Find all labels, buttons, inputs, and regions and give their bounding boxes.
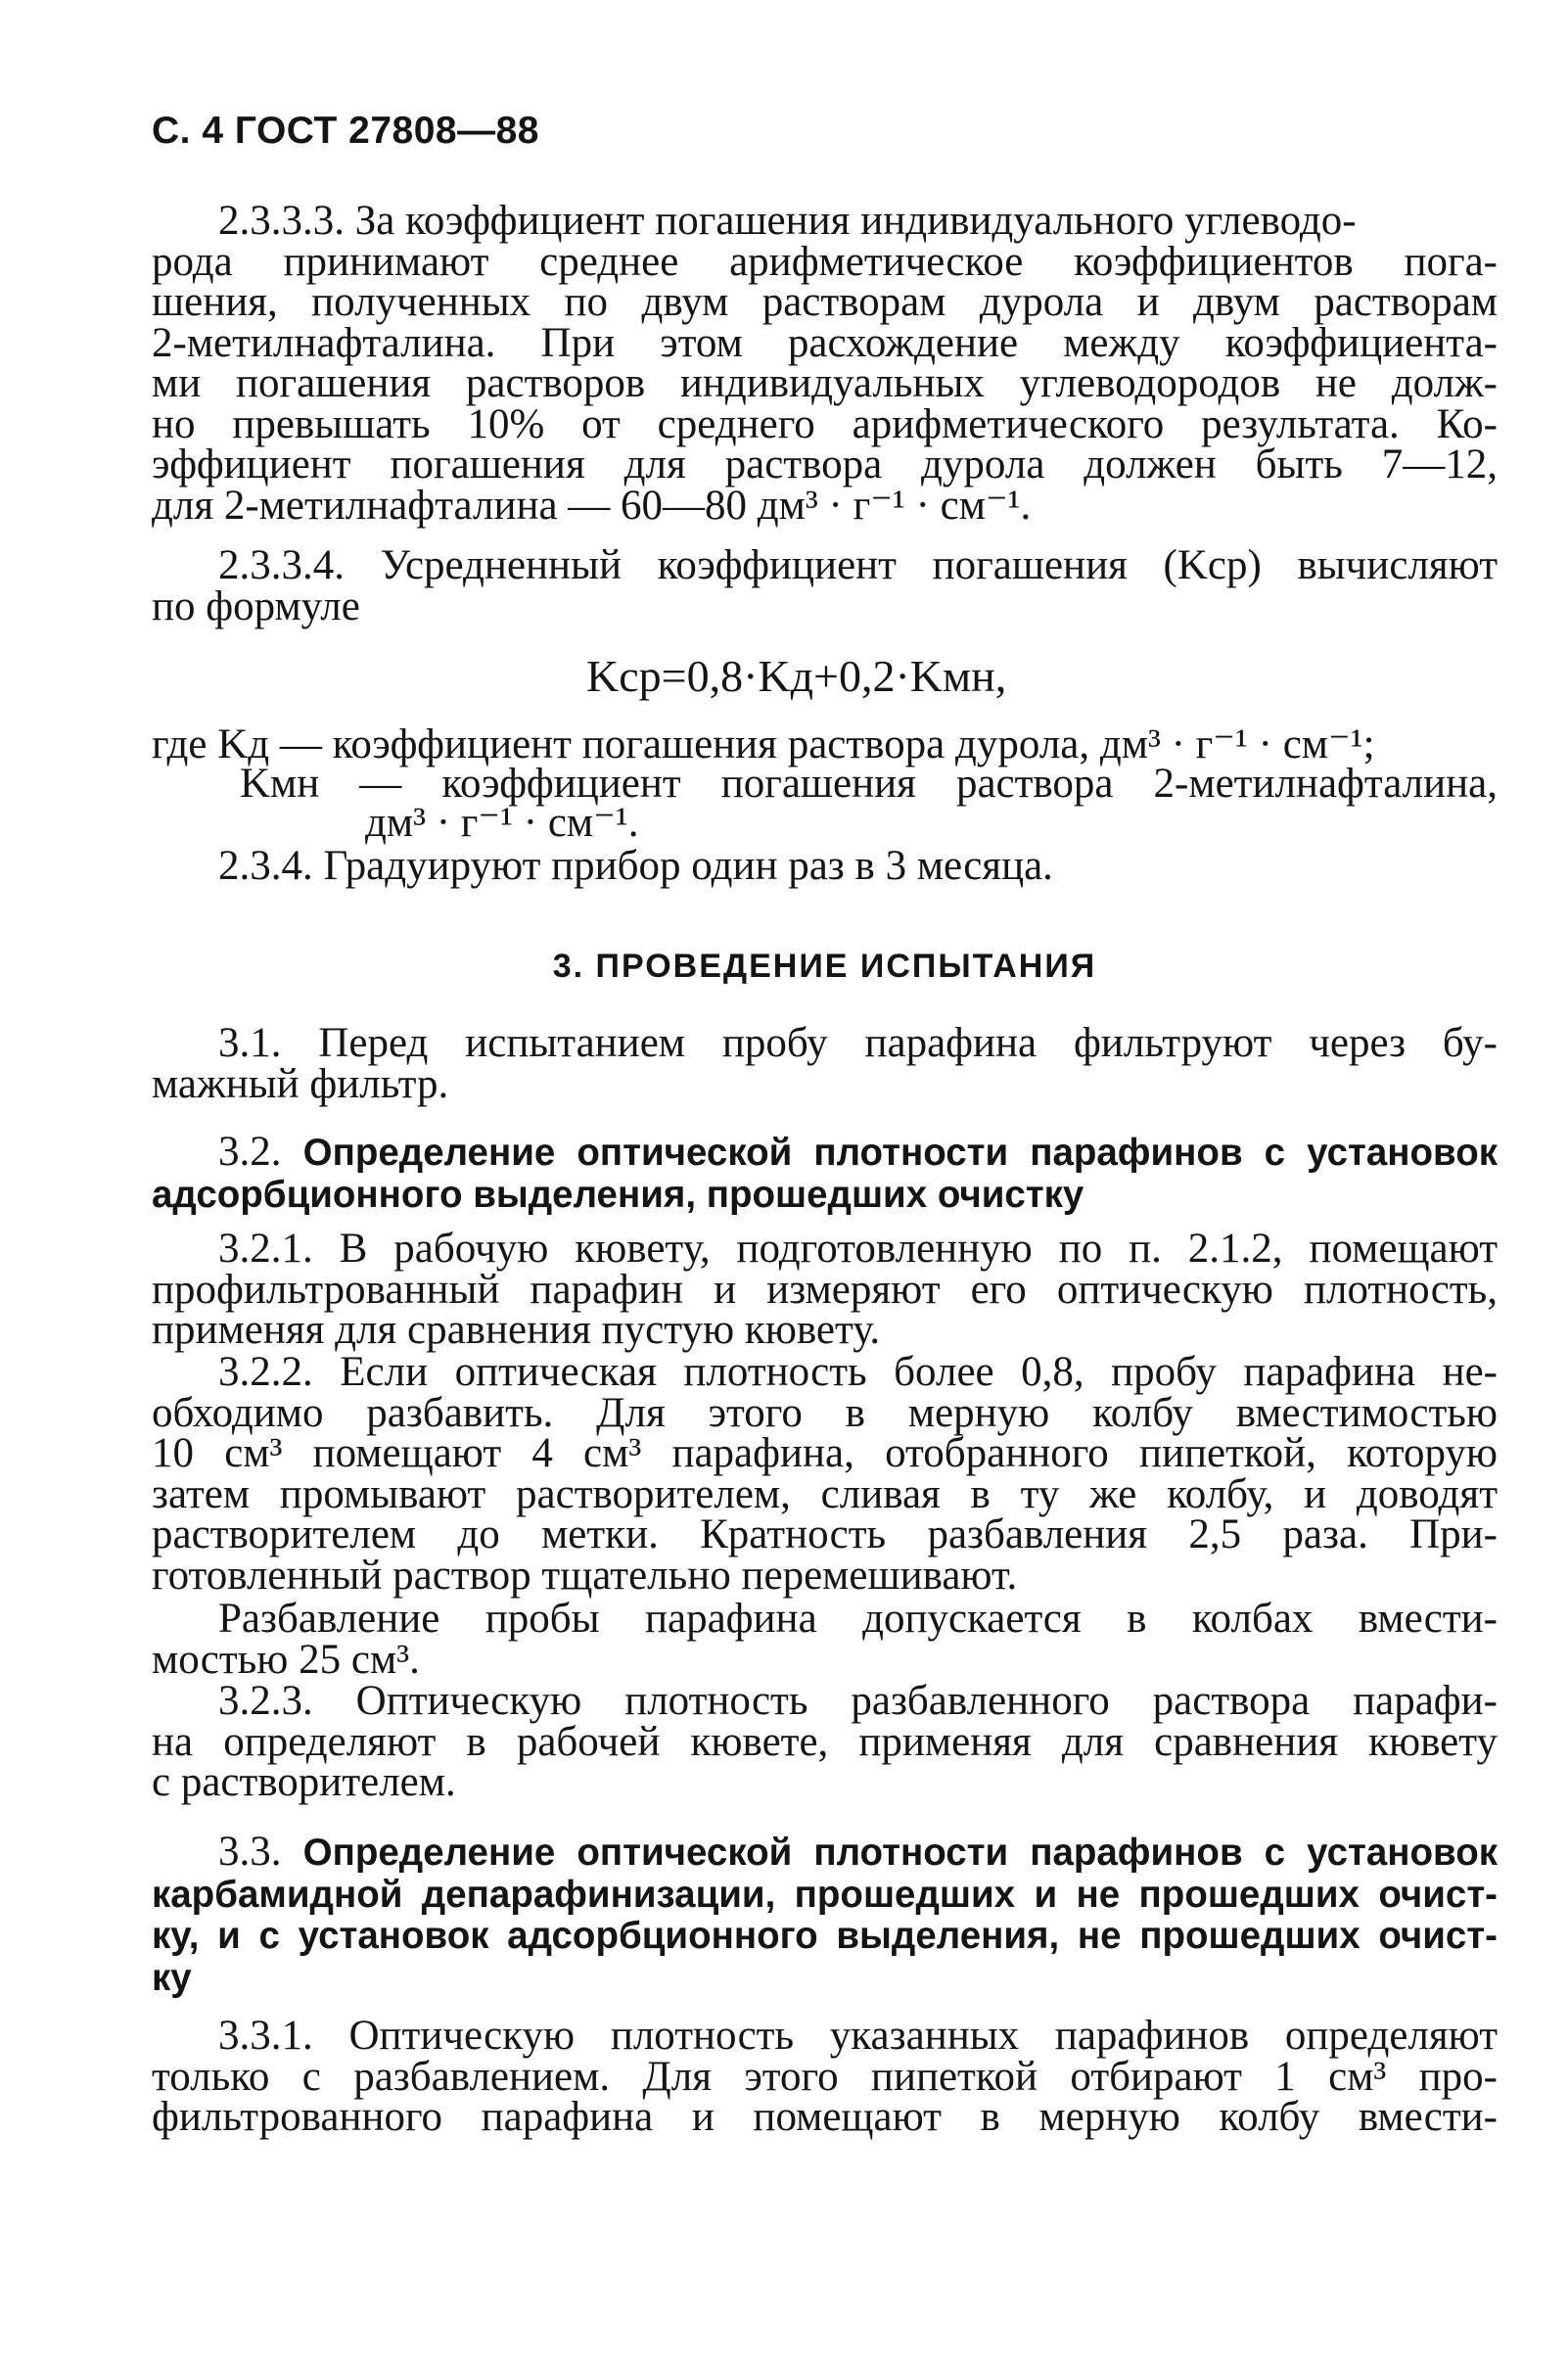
paragraph-3-2-2 <box>152 1349 1498 1599</box>
paragraph-2-3-3-4 <box>152 542 1498 629</box>
text-line: 2.3.3.4. Усредненный коэффициент погашения (Kср) вычисляют <box>218 542 1498 588</box>
paragraph-2-3-3-3 <box>152 198 1498 529</box>
text-line <box>152 1129 1498 1175</box>
subsection-title: Определение оптической плотности парафинов с установок <box>302 1832 1498 1874</box>
text-line <box>152 1874 1498 1916</box>
paragraph-3-2-1 <box>152 1226 1498 1353</box>
text-line: для 2-метилнафталина — 60—80 дм³ · г⁻¹ · см⁻¹. <box>152 482 1032 529</box>
subsection-number: 3.2. <box>218 1129 282 1175</box>
subsection-heading-3-3 <box>152 1829 1498 1999</box>
text-line: растворителем до метки. Кратность разбавления 2,5 раза. При- <box>152 1511 1498 1557</box>
text-line: применяя для сравнения пустую кювету. <box>152 1307 881 1353</box>
text-line <box>152 1957 1498 1999</box>
subsection-title: ку <box>152 1956 192 1999</box>
paragraph-3-3-1 <box>152 2013 1498 2140</box>
subsection-heading-3-2 <box>152 1129 1498 1216</box>
text-line: фильтрованного парафина и помещают в мерную колбу вмести- <box>152 2094 1498 2140</box>
text-line <box>152 1915 1498 1957</box>
subsection-title: Определение оптической плотности парафинов с установок <box>302 1132 1498 1174</box>
text-line <box>152 1174 1498 1216</box>
section-title: 3. ПРОВЕДЕНИЕ ИСПЫТАНИЯ <box>552 948 1097 985</box>
text-line: шения, полученных по двум растворам дурола и двум растворам <box>152 279 1498 325</box>
paragraph-3-1 <box>152 1020 1498 1107</box>
text-line: 10 см³ помещают 4 см³ парафина, отобранного пипеткой, которую <box>152 1430 1498 1476</box>
text-line: 3.2.2. Если оптическая плотность более 0,8, пробу парафина не- <box>218 1349 1498 1395</box>
text-line: затем промывают растворителем, сливая в ту же колбу, и доводят <box>152 1470 1498 1517</box>
text-line: но превышать 10% от среднего арифметического результата. Ко- <box>152 400 1498 447</box>
paragraph-3-2-3 <box>152 1678 1498 1805</box>
text-line: готовленный раствор тщательно перемешивают. <box>152 1552 1018 1599</box>
text-line: 3.2.1. В рабочую кювету, подготовленную по п. 2.1.2, помещают <box>218 1226 1498 1272</box>
formula-k-average: Kср=0,8·Kд+0,2·Kмн, <box>586 651 1007 701</box>
subsection-title: адсорбционного выделения, прошедших очистку <box>152 1173 1084 1216</box>
text-line: 2-метилнафталина. При этом расхождение между коэффициента- <box>152 319 1498 366</box>
text-line <box>152 1829 1498 1875</box>
text-line: ми погашения растворов индивидуальных углеводородов не долж- <box>152 360 1498 406</box>
subsection-title: ку, и с установок адсорбционного выделения, не прошедших очист- <box>152 1915 1498 1957</box>
text-line: 3.2.3. Оптическую плотность разбавленного раствора парафи- <box>218 1678 1498 1724</box>
formula-legend-line: Kмн — коэффициент погашения раствора 2-метилнафталина, <box>240 761 1498 807</box>
text-line: обходимо разбавить. Для этого в мерную колбу вместимостью <box>152 1389 1498 1436</box>
text-line: 2.3.3.3. За коэффициент погашения индивидуального углеводо- <box>218 198 1357 244</box>
formula-legend-line: где Kд — коэффициент погашения раствора дурола, дм³ · г⁻¹ · см⁻¹; <box>152 721 1375 767</box>
text-line: по формуле <box>152 582 360 629</box>
text-line: 2.3.4. Градуируют прибор один раз в 3 месяца. <box>218 843 1053 889</box>
subsection-title: карбамидной депарафинизации, прошедших и не прошедших очист- <box>152 1873 1498 1916</box>
text-line: эффициент погашения для раствора дурола должен быть 7—12, <box>152 441 1498 488</box>
text-line: с растворителем. <box>152 1759 456 1805</box>
text-line: рода принимают среднее арифметическое коэффициентов пога- <box>152 238 1498 285</box>
text-line: Разбавление пробы парафина допускается в колбах вмести- <box>218 1596 1498 1642</box>
subsection-number: 3.3. <box>218 1829 282 1875</box>
formula-legend-line: дм³ · г⁻¹ · см⁻¹. <box>365 800 639 846</box>
text-line: 3.3.1. Оптическую плотность указанных парафинов определяют <box>218 2013 1498 2059</box>
text-line: мостью 25 см³. <box>152 1636 420 1683</box>
page-header: С. 4 ГОСТ 27808—88 <box>152 110 539 152</box>
text-line: мажный фильтр. <box>152 1060 449 1107</box>
paragraph-2-3-4 <box>152 843 1498 889</box>
text-line: 3.1. Перед испытанием пробу парафина фильтруют через бу- <box>218 1020 1498 1066</box>
text-line: на определяют в рабочей кювете, применяя для сравнения кювету <box>152 1718 1498 1765</box>
paragraph-dilution-note <box>152 1596 1498 1683</box>
text-line: профильтрованный парафин и измеряют его оптическую плотность, <box>152 1266 1498 1313</box>
text-line: только с разбавлением. Для этого пипеткой отбирают 1 см³ про- <box>152 2053 1498 2100</box>
